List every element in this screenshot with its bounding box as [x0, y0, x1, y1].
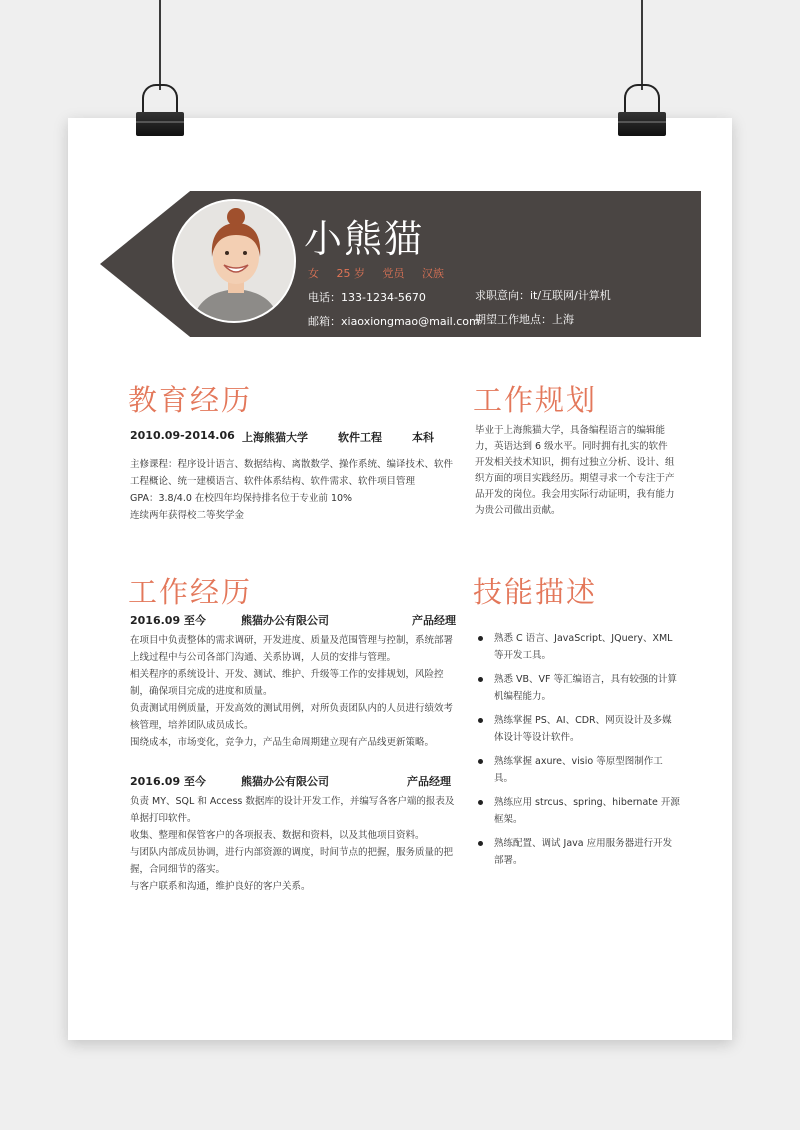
plan-line: 毕业于上海熊猫大学，具备编程语言的编辑能 — [475, 425, 666, 436]
job-line: 与团队内部成员协调，进行内部资源的调度，时间节点的把握，服务质量的把 — [130, 847, 454, 858]
bullet-icon — [478, 841, 483, 846]
skill-line: 部署。 — [494, 855, 523, 866]
skill-line: 具。 — [494, 773, 514, 784]
education-school: 上海熊猫大学 — [242, 431, 308, 444]
skill-item — [478, 835, 688, 869]
education-line: GPA：3.8/4.0 在校四年均保持排名位于专业前 10% — [130, 493, 353, 504]
job-period: 2016.09 至今 — [130, 614, 206, 627]
job-details — [130, 632, 453, 751]
plan-line: 品开发的岗位。我会用实际行动证明，我有能力 — [475, 489, 675, 500]
job-line: 围绕成本，市场变化，竞争力，产品生命周期建立现有产品线更新策略。 — [130, 737, 435, 748]
education-line: 工程概论、统一建模语言、软件体系结构、软件需求、软件项目管理 — [130, 476, 416, 487]
skill-item — [478, 794, 688, 828]
education-details — [130, 456, 453, 524]
job-line: 单据打印软件。 — [130, 813, 197, 824]
work-experience-title: 工作经历 — [128, 575, 253, 609]
job-period: 2016.09 至今 — [130, 775, 206, 788]
skill-line: 机编程能力。 — [494, 691, 552, 702]
plan-line: 开发相关技术知识，拥有过独立分析、设计、组 — [475, 457, 675, 468]
plan-line: 为贵公司做出贡献。 — [475, 505, 561, 516]
political-tag: 党员 — [382, 267, 405, 280]
skill-line: 熟练掌握 axure、visio 等原型图制作工 — [494, 756, 663, 767]
binder-clip-left — [136, 84, 184, 136]
job-line: 制，确保项目完成的进度和质量。 — [130, 686, 273, 697]
plan-line: 力，英语达到 6 级水平。同时拥有扎实的软件 — [475, 441, 668, 452]
plan-line: 织方面的项目实践经历。期望寻求一个专注于产 — [475, 473, 675, 484]
education-title: 教育经历 — [128, 383, 253, 417]
skill-line: 框架。 — [494, 814, 523, 825]
skill-line: 熟练应用 strcus、spring、hibernate 开源 — [494, 797, 680, 808]
work-plan-title: 工作规划 — [473, 383, 598, 417]
skill-item — [478, 712, 688, 746]
skill-item — [478, 671, 688, 705]
skill-line: 熟练掌握 PS、AI、CDR、网页设计及多媒 — [494, 715, 672, 726]
job-line: 上线过程中与公司各部门沟通、关系协调，人员的安排与管理。 — [130, 652, 397, 663]
job-line: 负责 MY、SQL 和 Access 数据库的设计开发工作，并编写各客户端的报表及 — [130, 796, 455, 807]
email-text: 邮箱：xiaoxiongmao@mail.com — [308, 315, 480, 328]
skills-list — [478, 630, 688, 876]
education-major: 软件工程 — [338, 431, 382, 444]
bullet-icon — [478, 677, 483, 682]
skill-line: 体设计等设计软件。 — [494, 732, 580, 743]
bullet-icon — [478, 718, 483, 723]
education-degree: 本科 — [412, 431, 434, 444]
job-company: 熊猫办公有限公司 — [241, 775, 329, 788]
skill-line: 等开发工具。 — [494, 650, 552, 661]
job-intent-text: 求职意向：it/互联网/计算机 — [475, 289, 611, 302]
job-line: 在项目中负责整体的需求调研，开发进度、质量及范围管理与控制，系统部署 — [130, 635, 454, 646]
job-line: 相关程序的系统设计、开发、测试、维护、升级等工作的安排规划，风险控 — [130, 669, 444, 680]
phone-text: 电话：133-1234-5670 — [308, 291, 426, 304]
skill-line: 熟悉 C 语言、JavaScript、JQuery、XML — [494, 633, 673, 644]
gender-tag: 女 — [308, 267, 319, 280]
job-line: 核管理，培养团队成员成长。 — [130, 720, 254, 731]
education-line: 主修课程：程序设计语言、数据结构、离散数学、操作系统、编译技术、软件 — [130, 459, 454, 470]
portrait-image — [174, 201, 296, 323]
skills-title: 技能描述 — [473, 575, 598, 609]
job-role: 产品经理 — [412, 614, 456, 627]
education-line: 连续两年获得校二等奖学金 — [130, 510, 245, 521]
job-details — [130, 793, 454, 895]
job-line: 与客户联系和沟通，维护良好的客户关系。 — [130, 881, 311, 892]
bullet-icon — [478, 759, 483, 764]
avatar — [172, 199, 296, 323]
work-location-text: 期望工作地点：上海 — [475, 313, 574, 326]
skill-line: 熟练配置、调试 Java 应用服务器进行开发 — [494, 838, 673, 849]
age-tag: 25 岁 — [336, 267, 365, 280]
personal-tags — [308, 265, 458, 281]
bullet-icon — [478, 800, 483, 805]
job-line: 负责测试用例质量，开发高效的测试用例，对所负责团队内的人员进行绩效考 — [130, 703, 454, 714]
education-period: 2010.09-2014.06 — [130, 429, 235, 442]
job-company: 熊猫办公有限公司 — [241, 614, 329, 627]
ethnicity-tag: 汉族 — [422, 267, 444, 280]
hanging-wire-right — [641, 0, 643, 90]
skill-item — [478, 630, 688, 664]
job-role: 产品经理 — [407, 775, 451, 788]
work-plan-details — [475, 423, 675, 519]
job-line: 收集、整理和保管客户的各项报表、数据和资料，以及其他项目资料。 — [130, 830, 425, 841]
hanging-wire-left — [159, 0, 161, 90]
bullet-icon — [478, 636, 483, 641]
skill-item — [478, 753, 688, 787]
skill-line: 熟悉 VB、VF 等汇编语言，具有较强的计算 — [494, 674, 678, 685]
binder-clip-right — [618, 84, 666, 136]
job-line: 握，合同细节的落实。 — [130, 864, 226, 875]
candidate-name: 小熊猫 — [304, 217, 425, 261]
